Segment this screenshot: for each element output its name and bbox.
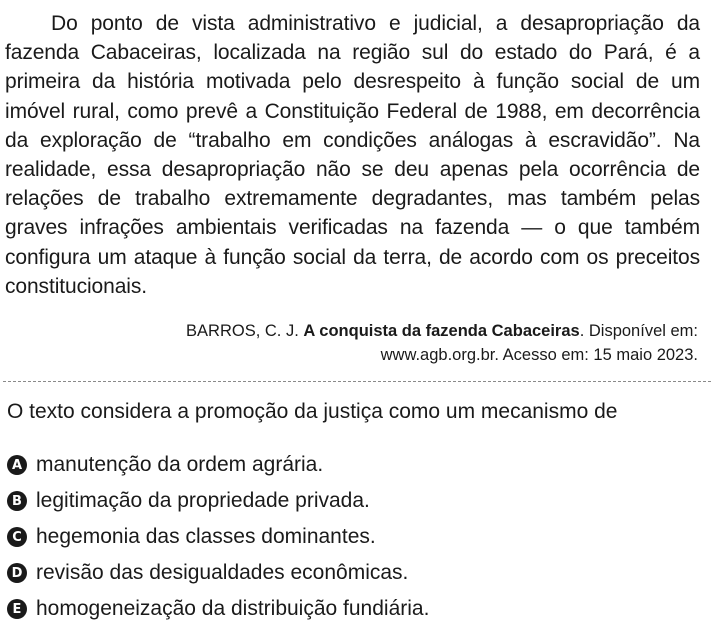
source-citation: [138, 319, 698, 367]
option-c-text: hegemonia das classes dominantes.: [36, 525, 376, 548]
option-a-text: manutenção da ordem agrária.: [36, 453, 324, 476]
option-a-letter-icon: A: [7, 455, 27, 475]
option-e-text: homogeneização da distribuição fundiária.: [36, 597, 430, 620]
passage-text: Do ponto de vista administrativo e judicial, a desapropriação da fazenda Cabaceiras, localizada na região sul do estado do Pará, é a primeira da história motivada pelo desrespeito à função social de um imóvel rural, como prevê a Constituição Federal de 1988, em decorrência da exploração de “trabalho em condições análogas à escravidão”. Na realidade, essa desapropriação não se deu apenas pela ocorrência de relações de trabalho extremamente degradantes, mas também pelas graves infrações ambientais verificadas na fazenda — o que também configura um ataque à função social da terra, de acordo com os preceitos constitucionais.: [5, 12, 700, 298]
source-url: www.agb.org.br.: [380, 346, 499, 364]
option-c[interactable]: [7, 519, 707, 555]
option-a[interactable]: [7, 447, 707, 483]
option-c-letter-icon: C: [7, 527, 27, 547]
option-d-letter-icon: D: [7, 563, 27, 583]
source-author: BARROS, C. J.: [186, 322, 299, 340]
option-d-text: revisão das desigualdades econômicas.: [36, 561, 409, 584]
option-e-letter-icon: E: [7, 599, 27, 619]
dashed-divider: [3, 381, 711, 382]
option-b-letter-icon: B: [7, 491, 27, 511]
question-prompt: O texto considera a promoção da justiça como um mecanismo de: [7, 400, 618, 423]
answer-options: [7, 447, 707, 627]
option-b[interactable]: [7, 483, 707, 519]
source-access-date: Acesso em: 15 maio 2023.: [502, 346, 698, 364]
option-e[interactable]: [7, 591, 707, 627]
source-available: . Disponível em:: [579, 322, 698, 340]
option-b-text: legitimação da propriedade privada.: [36, 489, 370, 512]
option-d[interactable]: [7, 555, 707, 591]
source-title: A conquista da fazenda Cabaceiras: [303, 322, 580, 340]
